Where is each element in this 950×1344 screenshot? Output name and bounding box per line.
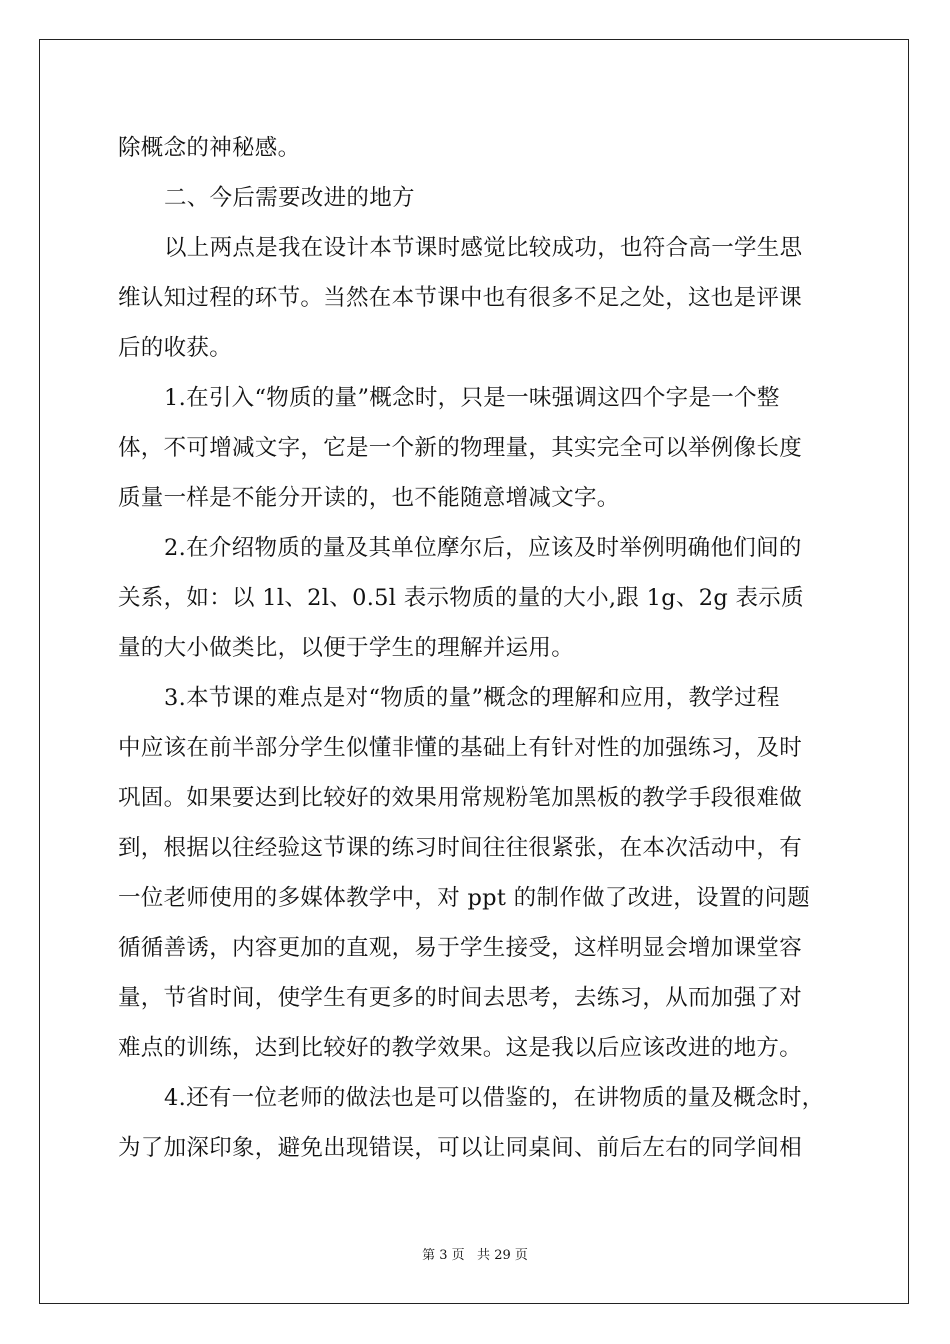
text-line: 巩固。如果要达到比较好的效果用常规粉笔加黑板的教学手段很难做 [118,785,803,811]
text-line: 以上两点是我在设计本节课时感觉比较成功，也符合高一学生思 [164,235,803,261]
text-line: 难点的训练，达到比较好的教学效果。这是我以后应该改进的地方。 [118,1035,803,1061]
text-line: 一位老师使用的多媒体教学中，对 ppt 的制作做了改进，设置的问题 [118,885,811,911]
section-heading: 二、今后需要改进的地方 [164,185,415,211]
text-line: 量，节省时间，使学生有更多的时间去思考，去练习，从而加强了对 [118,985,803,1011]
text-line: 3.本节课的难点是对“物质的量”概念的理解和应用，教学过程 [164,685,780,711]
page-border [39,39,909,1304]
text-line: 后的收获。 [118,335,233,361]
text-line: 2.在介绍物质的量及其单位摩尔后，应该及时举例明确他们间的 [164,535,802,561]
text-line: 循循善诱，内容更加的直观，易于学生接受，这样明显会增加课堂容 [118,935,803,961]
text-line: 4.还有一位老师的做法也是可以借鉴的，在讲物质的量及概念时， [164,1085,825,1111]
page-number-footer: 第 3 页 共 29 页 [422,1248,528,1263]
text-line: 中应该在前半部分学生似懂非懂的基础上有针对性的加强练习，及时 [118,735,803,761]
text-line: 质量一样是不能分开读的，也不能随意增减文字。 [118,485,620,511]
text-line: 1.在引入“物质的量”概念时，只是一味强调这四个字是一个整 [164,385,780,411]
text-line: 量的大小做类比，以便于学生的理解并运用。 [118,635,575,661]
text-line: 到，根据以往经验这节课的练习时间往往很紧张，在本次活动中，有 [118,835,803,861]
text-line: 维认知过程的环节。当然在本节课中也有很多不足之处，这也是评课 [118,285,803,311]
text-line: 为了加深印象，避免出现错误，可以让同桌间、前后左右的同学间相 [118,1135,803,1161]
text-line: 关系，如：以 1l、2l、0.5l 表示物质的量的大小,跟 1g、2g 表示质 [118,585,804,611]
text-line: 除概念的神秘感。 [118,135,301,161]
text-line: 体，不可增减文字，它是一个新的物理量，其实完全可以举例像长度 [118,435,803,461]
